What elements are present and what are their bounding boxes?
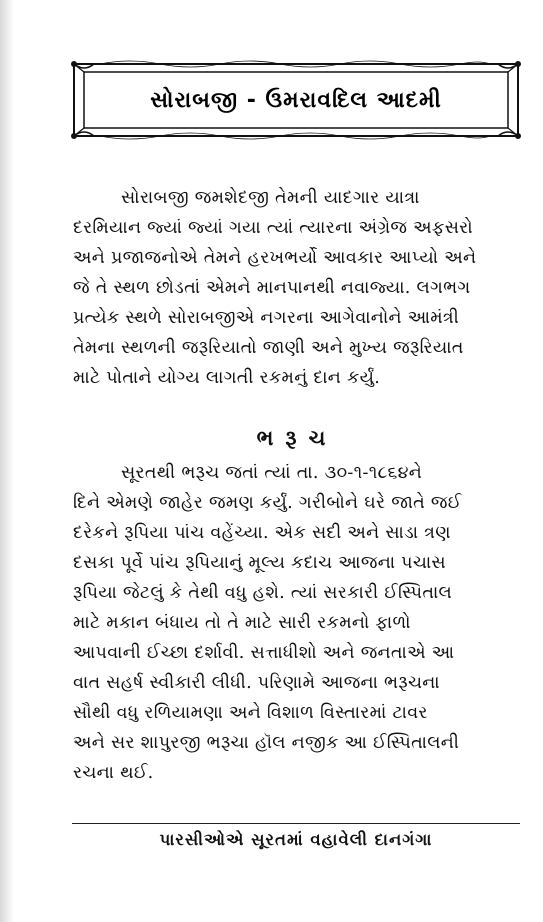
paragraph-bharuch	[73, 458, 521, 788]
footer-divider	[72, 823, 520, 824]
running-footer: પારસીઓએ સૂરતમાં વહાવેલી દાનગંગા	[159, 830, 433, 849]
paragraph-line: માટે પોતાને યોગ્ય લાગતી રકમનું દાન કર્યું.	[73, 368, 381, 388]
paragraph-line: માટે મકાન બંધાય તો તે માટે સારી રકમનો ફાળો	[73, 613, 411, 633]
paragraph-line: આપવાની ઈચ્છા દર્શાવી. સત્તાધીશો અને જનતાએ આ	[73, 643, 455, 663]
paragraph-line: દરેકને રૂપિયા પાંચ વહેંચ્યા. એક સદી અને સાડા ત્રણ	[73, 523, 451, 543]
paragraph-line: દસકા પૂર્વે પાંચ રૂપિયાનું મૂલ્ય કદાચ આજના પચાસ	[73, 553, 446, 573]
page-spine-shadow	[0, 0, 14, 922]
paragraph-line: રૂપિયા જેટલું કે તેથી વધુ હશે. ત્યાં સરકારી ઈસ્પિતાલ	[73, 583, 453, 603]
paragraph-line: વાત સહર્ષ સ્વીકારી લીધી. પરિણામે આજના ભરૂચના	[73, 673, 440, 693]
chapter-title: સોરાબજી - ઉમરાવદિલ આદમી	[150, 87, 442, 113]
paragraph-line: સોરાબજી જમશેદજી તેમની યાદગાર યાત્રા	[121, 188, 420, 208]
paragraph-line: દરમિયાન જ્યાં જ્યાં ગયા ત્યાં ત્યારના અંગ્રેજ અફસરો	[73, 218, 473, 238]
section-heading: ભરૂચ	[256, 426, 338, 450]
paragraph-line: દિને એમણે જાહેર જમણ કર્યું. ગરીબોને ઘરે જાતે જઈ	[73, 493, 462, 513]
paragraph-line: જે તે સ્થળ છોડતાં એમને માનપાનથી નવાજ્યા. લગભગ	[73, 278, 471, 298]
paragraph-line: રચના થઈ.	[73, 763, 154, 783]
paragraph-line: પ્રત્યેક સ્થળે સોરાબજીએ નગરના આગેવાનોને આમંત્રી	[73, 308, 460, 328]
paragraph-line: સૂરતથી ભરૂચ જતાં ત્યાં તા. ૩૦-૧-૧૮૬૪ને	[121, 463, 423, 483]
paragraph-line: અને પ્રજાજનોએ તેમને હરખભર્યો આવકાર આપ્યો અને	[73, 248, 477, 268]
paragraph-line: અને સર શાપુરજી ભરૂચા હૉલ નજીક આ ઈસ્પિતાલની	[73, 733, 460, 753]
title-frame	[70, 58, 522, 142]
paragraph-line: તેમના સ્થળની જરૂરિયાતો જાણી અને મુખ્ય જરૂરિયાત	[73, 338, 464, 358]
paragraph-intro	[73, 183, 521, 393]
paragraph-line: સૌથી વધુ રળિયામણા અને વિશાળ વિસ્તારમાં ટાવર	[73, 703, 428, 723]
